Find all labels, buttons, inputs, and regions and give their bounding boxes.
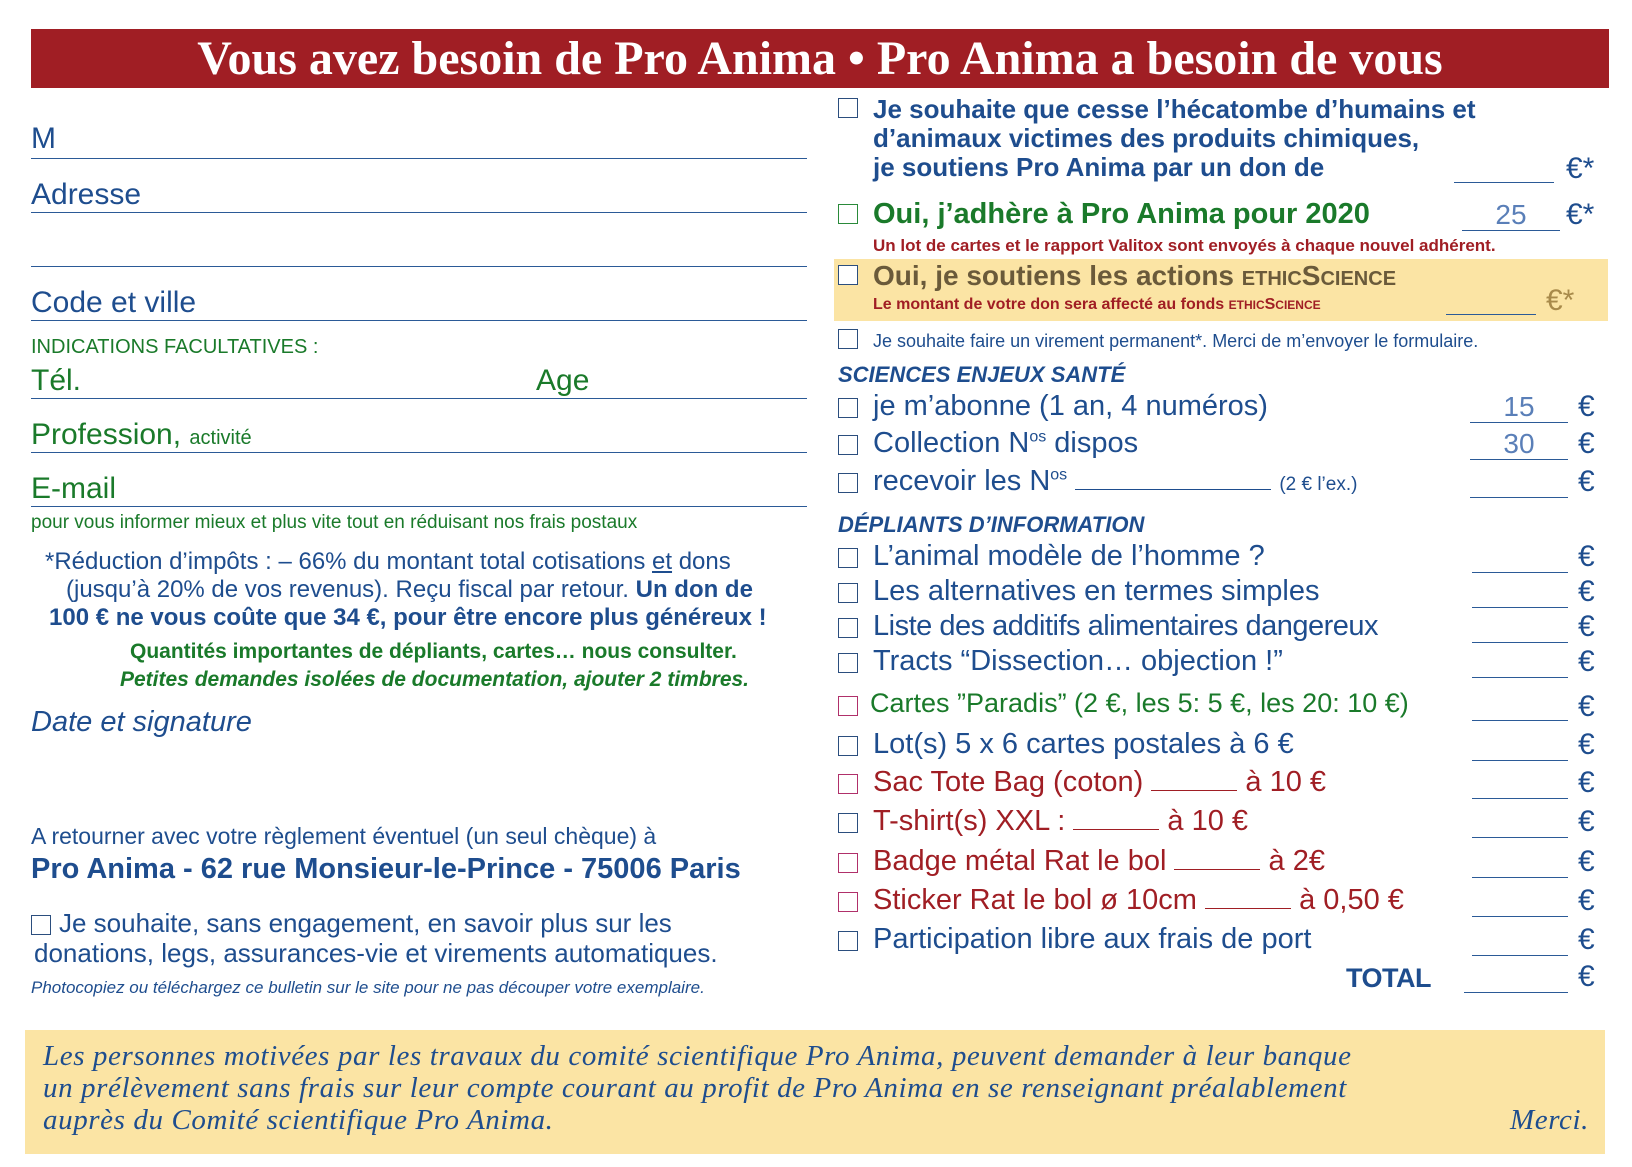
address-label: Adresse [31, 178, 142, 211]
adhere-euro: €* [1566, 198, 1595, 231]
leaflet-2-label: Les alternatives en termes simples [873, 575, 1320, 607]
footer-note [25, 1030, 1605, 1154]
sticker-checkbox[interactable] [838, 892, 858, 912]
donate-text [873, 95, 1476, 182]
leaflet-3-checkbox[interactable] [838, 618, 858, 638]
postcards-amount[interactable] [1472, 730, 1568, 761]
badge-label [873, 845, 1325, 878]
badge-qty-field[interactable] [1174, 869, 1260, 870]
adhere-amount[interactable]: 25 [1462, 200, 1560, 231]
badge-amount[interactable] [1472, 847, 1568, 878]
ethic-note-brand-a: ETHIC [1228, 298, 1265, 312]
donate-euro: €* [1566, 152, 1595, 185]
postcards-checkbox[interactable] [838, 736, 858, 756]
tote-bag-checkbox[interactable] [838, 774, 858, 794]
ethic-amount-field[interactable] [1446, 284, 1536, 315]
subscribe-euro: € [1578, 390, 1595, 423]
donate-line-3: je soutiens Pro Anima par un don de [873, 152, 1325, 182]
postcards-label: Lot(s) 5 x 6 cartes postales à 6 € [873, 728, 1294, 760]
ethic-brand-b: S [1301, 260, 1321, 291]
adhere-label: Oui, j’adhère à Pro Anima pour 2020 [873, 198, 1370, 230]
tote-bag-amount[interactable] [1472, 768, 1568, 799]
cards-paradis-label: Cartes ”Paradis” (2 €, les 5: 5 €, les 20: 10 €) [870, 688, 1409, 718]
m-label: M [31, 122, 56, 155]
badge-price: à 2€ [1268, 845, 1325, 877]
tshirt-text: T-shirt(s) XXL : [873, 805, 1066, 837]
profession-label [31, 418, 252, 452]
tote-bag-euro: € [1578, 766, 1595, 799]
ethic-note-brand-b: S [1264, 296, 1276, 313]
total-euro: € [1578, 960, 1595, 993]
footer-line-2: un prélèvement sans frais sur leur compte courant au profit de Pro Anima en se renseignant préalablement [43, 1072, 1347, 1104]
address-field[interactable] [31, 212, 807, 213]
sticker-text: Sticker Rat le bol ø 10cm [873, 884, 1197, 916]
leaflet-4-checkbox[interactable] [838, 653, 858, 673]
collection-label [873, 427, 1138, 460]
info-request-checkbox[interactable] [31, 915, 51, 935]
leaflet-1-label: L’animal modèle de l’homme ? [873, 540, 1265, 572]
ethic-label-text: Oui, je soutiens les actions [873, 260, 1242, 291]
city-field[interactable] [31, 320, 807, 321]
tote-bag-text: Sac Tote Bag (coton) [873, 766, 1144, 798]
donate-checkbox-wrap[interactable] [838, 98, 860, 120]
donate-checkbox[interactable] [838, 98, 858, 118]
email-field[interactable] [31, 506, 807, 507]
leaflet-4-amount[interactable] [1472, 647, 1568, 678]
ethic-note [873, 296, 1321, 314]
tote-bag-qty-field[interactable] [1151, 790, 1237, 791]
page-banner-title: Vous avez besoin de Pro Anima • Pro Anima a besoin de vous [31, 29, 1609, 88]
collection-label-text: Collection N [873, 427, 1030, 459]
receive-amount-field[interactable] [1470, 467, 1568, 498]
profession-sub-label: activité [189, 427, 252, 449]
city-label: Code et ville [31, 286, 197, 319]
profession-label-text: Profession, [31, 418, 182, 451]
transfer-line: Je souhaite faire un virement permanent*. Merci de m’envoyer le formulaire. [873, 331, 1479, 351]
ethic-note-brand-c: CIENCE [1275, 298, 1321, 312]
receive-price: (2 € l’ex.) [1279, 474, 1358, 495]
adhere-checkbox[interactable] [838, 204, 858, 224]
leaflet-4-label: Tracts “Dissection… objection !” [873, 645, 1283, 677]
ethic-checkbox[interactable] [838, 265, 858, 285]
donate-amount-field[interactable] [1454, 152, 1554, 183]
cards-paradis-amount[interactable] [1472, 690, 1568, 721]
sciences-heading: SCIENCES ENJEUX SANTÉ [838, 362, 1126, 387]
collection-euro: € [1578, 427, 1595, 460]
shipping-label: Participation libre aux frais de port [873, 923, 1312, 955]
leaflet-1-euro: € [1578, 540, 1595, 573]
leaflet-3-euro: € [1578, 610, 1595, 643]
leaflet-2-checkbox[interactable] [838, 583, 858, 603]
tax-dons: dons [672, 548, 731, 575]
adhere-checkbox-wrap[interactable] [838, 204, 858, 224]
receive-label [873, 465, 1357, 498]
tshirt-euro: € [1578, 805, 1595, 838]
date-signature-label: Date et signature [31, 706, 252, 738]
badge-euro: € [1578, 845, 1595, 878]
adhere-note: Un lot de cartes et le rapport Valitox sont envoyés à chaque nouvel adhérent. [873, 236, 1496, 255]
badge-checkbox[interactable] [838, 853, 858, 873]
subscribe-label: je m’abonne (1 an, 4 numéros) [873, 390, 1268, 422]
tax-line-2 [66, 576, 753, 604]
shipping-euro: € [1578, 923, 1595, 956]
receive-euro: € [1578, 465, 1595, 498]
shipping-checkbox[interactable] [838, 931, 858, 951]
tax-line-1-text: *Réduction d’impôts : – 66% du montant total cotisations [45, 548, 646, 575]
donate-line-1: Je souhaite que cesse l’hécatombe d’humains et [873, 94, 1476, 124]
total-amount[interactable] [1464, 962, 1568, 993]
signature-area[interactable] [31, 740, 807, 830]
sticker-qty-field[interactable] [1205, 908, 1291, 909]
tshirt-label [873, 805, 1248, 838]
return-line: A retourner avec votre règlement éventuel (un seul chèque) à [31, 823, 657, 849]
tshirt-checkbox[interactable] [838, 813, 858, 833]
name-field[interactable] [31, 158, 807, 159]
address-field-2[interactable] [31, 266, 807, 267]
postal-address-line: Pro Anima - 62 rue Monsieur-le-Prince - 75006 Paris [31, 853, 741, 885]
footer-line-3: auprès du Comité scientifique Pro Anima. [43, 1104, 554, 1136]
leaflet-2-euro: € [1578, 575, 1595, 608]
ethic-checkbox-wrap[interactable] [838, 265, 858, 285]
cards-paradis-euro: € [1578, 690, 1595, 723]
cards-paradis-checkbox[interactable] [838, 696, 858, 716]
tshirt-qty-field[interactable] [1073, 829, 1159, 830]
email-note: pour vous informer mieux et plus vite tout en réduisant nos frais postaux [31, 512, 638, 533]
receive-issues-field[interactable] [1075, 489, 1271, 490]
shipping-amount[interactable] [1472, 925, 1568, 956]
collection-amount[interactable]: 30 [1470, 429, 1568, 460]
info-request-line-2: donations, legs, assurances-vie et virements automatiques. [34, 938, 718, 968]
transfer-checkbox-wrap[interactable] [838, 329, 858, 349]
collection-checkbox[interactable] [838, 435, 858, 455]
receive-sup: os [1050, 466, 1068, 484]
photocopy-note: Photocopiez ou téléchargez ce bulletin sur le site pour ne pas découper votre exemplaire. [31, 978, 705, 997]
leaflet-3-label: Liste des additifs alimentaires dangereux [873, 610, 1379, 642]
receive-label-text: recevoir les N [873, 465, 1051, 497]
tax-et: et [652, 548, 673, 575]
sticker-amount[interactable] [1472, 886, 1568, 917]
footer-line-1: Les personnes motivées par les travaux du comité scientifique Pro Anima, peuvent demander à leur banque [43, 1040, 1352, 1072]
badge-text: Badge métal Rat le bol [873, 845, 1167, 877]
quantities-line: Quantités importantes de dépliants, cartes… nous consulter. [130, 640, 737, 663]
tax-line-3: 100 € ne vous coûte que 34 €, pour être encore plus généreux ! [49, 604, 767, 631]
tel-label: Tél. [31, 364, 82, 397]
subscribe-amount[interactable]: 15 [1470, 392, 1568, 423]
leaflet-4-euro: € [1578, 645, 1595, 678]
profession-field[interactable] [31, 452, 807, 453]
leaflet-3-amount[interactable] [1472, 612, 1568, 643]
tshirt-price: à 10 € [1167, 805, 1249, 837]
ethic-brand-c: CIENCE [1320, 268, 1397, 290]
leaflet-2-amount[interactable] [1472, 577, 1568, 608]
receive-checkbox[interactable] [838, 473, 858, 493]
sticker-label [873, 884, 1404, 917]
tax-line-1 [45, 548, 731, 576]
postcards-euro: € [1578, 728, 1595, 761]
collection-sup: os [1029, 428, 1047, 446]
donate-line-2: d’animaux victimes des produits chimiques, [873, 123, 1420, 153]
sticker-price: à 0,50 € [1299, 884, 1404, 916]
ethic-note-text: Le montant de votre don sera affecté au fonds [873, 296, 1229, 313]
collection-suffix: dispos [1046, 427, 1139, 459]
tax-line-2-bold: Un don de [628, 576, 753, 603]
info-request-text-1: Je souhaite, sans engagement, en savoir plus sur les [59, 908, 672, 938]
leaflet-1-amount[interactable] [1472, 542, 1568, 573]
sticker-euro: € [1578, 884, 1595, 917]
ethic-euro: €* [1546, 284, 1575, 317]
leaflet-1-checkbox[interactable] [838, 548, 858, 568]
tshirt-amount[interactable] [1472, 807, 1568, 838]
optional-heading: INDICATIONS FACULTATIVES : [31, 336, 319, 358]
subscribe-checkbox[interactable] [838, 398, 858, 418]
total-label: TOTAL [1346, 963, 1431, 993]
ethic-brand-a: ETHIC [1241, 268, 1302, 290]
transfer-checkbox[interactable] [838, 329, 858, 349]
tote-bag-label [873, 766, 1326, 799]
ethic-label [873, 260, 1396, 292]
tax-line-2-text: (jusqu’à 20% de vos revenus). Reçu fiscal par retour. [66, 576, 629, 603]
footer-thanks: Merci. [1509, 1104, 1589, 1136]
tote-bag-price: à 10 € [1245, 766, 1327, 798]
small-requests-line: Petites demandes isolées de documentation, ajouter 2 timbres. [120, 668, 750, 691]
tel-age-field[interactable] [31, 398, 807, 399]
email-label: E-mail [31, 472, 117, 505]
age-label: Age [536, 364, 590, 397]
info-request-line-1 [31, 908, 672, 939]
leaflets-heading: DÉPLIANTS D’INFORMATION [838, 512, 1145, 537]
